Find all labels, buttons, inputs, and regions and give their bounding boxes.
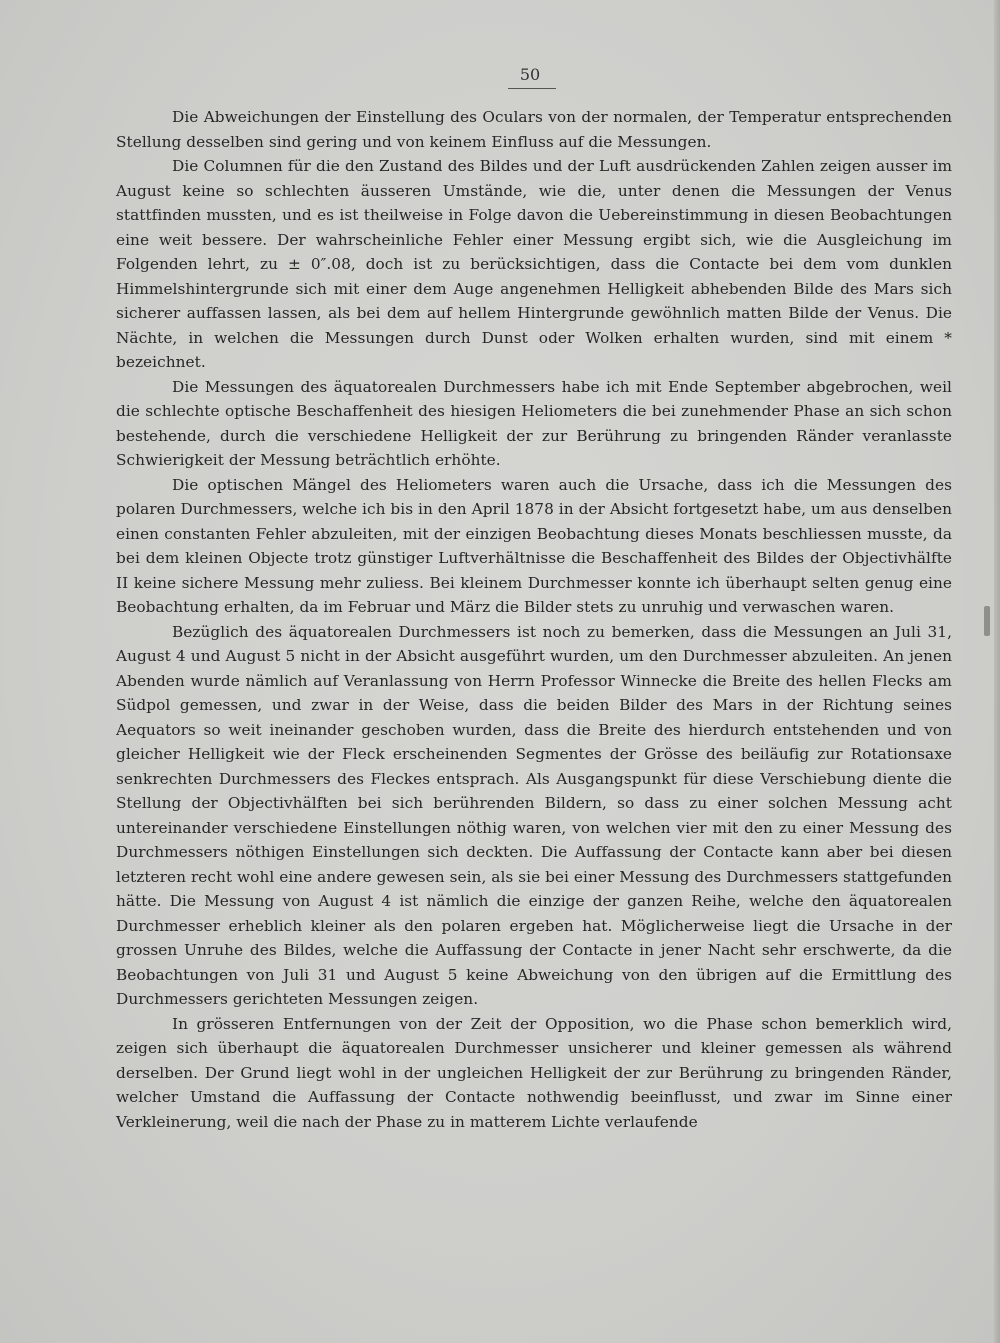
paragraph-2: Die Columnen für die den Zustand des Bildes und der Luft ausdrückenden Zahlen zeigen ausser im August keine so schlechten äusseren Umstände, wie die, unter denen die Messungen der Venus stattfinden mussten, und es ist theilweise in Folge davon die Uebereinstimmung in diesen Beobachtungen eine weit bessere. Der wahrscheinliche Fehler einer Messung ergibt sich, wie die Ausgleichung im Folgenden lehrt, zu ± 0″.08, doch ist zu berücksichtigen, dass die Contacte bei dem vom dunklen Himmelshintergrunde sich mit einer dem Auge angenehmen Helligkeit abhebenden Bilde des Mars sich sicherer auffassen lassen, als bei dem auf hellem Hintergrunde gewöhnlich matten Bilde der Venus. Die Nächte, in welchen die Messungen durch Dunst oder Wolken erhalten wurden, sind mit einem * bezeichnet.	[116, 157, 952, 371]
paragraph-1: Die Abweichungen der Einstellung des Oculars von der normalen, der Temperatur entsprechenden Stellung desselben sind gering und von keinem Einfluss auf die Messungen.	[116, 108, 952, 151]
body-text	[116, 105, 952, 1134]
page-number-container	[470, 66, 590, 85]
page-number-underline	[508, 88, 556, 89]
page-edge-shadow	[994, 0, 1000, 1343]
page-number: 50	[519, 65, 541, 84]
paragraph-5: Bezüglich des äquatorealen Durchmessers ist noch zu bemerken, dass die Messungen an Juli 31, August 4 und August 5 nicht in der Absicht ausgeführt wurden, um den Durchmesser abzuleiten. An jenen Abenden wurde nämlich auf Veranlassung von Herrn Professor Winnecke die Breite des hellen Flecks am Südpol gemessen, und zwar in der Weise, dass die beiden Bilder des Mars in der Richtung seines Aequators so weit ineinander geschoben wurden, dass die Breite des hierdurch entstehenden und von gleicher Helligkeit wie der Fleck erscheinenden Segmentes der Grösse des beiläufig zur Rotationsaxe senkrechten Durchmessers des Fleckes entsprach. Als Ausgangspunkt für diese Verschiebung diente die Stellung der Objectivhälften bei sich berührenden Bildern, so dass zu einer solchen Messung acht untereinander verschiedene Einstellungen nöthig waren, von welchen vier mit den zu einer Messung des Durchmessers nöthigen Einstellungen sich deckten. Die Auffassung der Contacte kann aber bei diesen letzteren recht wohl eine andere gewesen sein, als sie bei einer Messung des Durchmessers stattgefunden hätte. Die Messung von August 4 ist nämlich die einzige der ganzen Reihe, welche den äquatorealen Durchmesser erheblich kleiner als den polaren ergeben hat. Möglicherweise liegt die Ursache in der grossen Unruhe des Bildes, welche die Auffassung der Contacte in jener Nacht sehr erschwerte, da die Beobachtungen von Juli 31 und August 5 keine Abweichung von den übrigen auf die Ermittlung des Durchmessers gerichteten Messungen zeigen.	[116, 622, 952, 1008]
paragraph-6: In grösseren Entfernungen von der Zeit der Opposition, wo die Phase schon bemerklich wird, zeigen sich überhaupt die äquatorealen Durchmesser unsicherer und kleiner gemessen als während derselben. Der Grund liegt wohl in der ungleichen Helligkeit der zur Berührung zu bringenden Ränder, welcher Umstand die Auffassung der Contacte nothwendig beeinflusst, und zwar im Sinne einer Verkleinerung, weil die nach der Phase zu in matterem Lichte verlaufende	[116, 1014, 952, 1131]
paragraph-3: Die Messungen des äquatorealen Durchmessers habe ich mit Ende September abgebrochen, weil die schlechte optische Beschaffenheit des hiesigen Heliometers die bei zunehmender Phase an sich schon bestehende, durch die verschiedene Helligkeit der zur Berührung zu bringenden Ränder veranlasste Schwierigkeit der Messung beträchtlich erhöhte.	[116, 377, 952, 469]
margin-mark	[984, 606, 990, 636]
paragraph-4: Die optischen Mängel des Heliometers waren auch die Ursache, dass ich die Messungen des polaren Durchmessers, welche ich bis in den April 1878 in der Absicht fortgesetzt habe, um aus denselben einen constanten Fehler abzuleiten, mit der einzigen Beobachtung dieses Monats beschliessen musste, da bei dem kleinen Objecte trotz günstiger Luftverhältnisse die Beschaffenheit des Bildes der Objectivhälfte II keine sichere Messung mehr zuliess. Bei kleinem Durchmesser konnte ich überhaupt selten genug eine Beobachtung erhalten, da im Februar und März die Bilder stets zu unruhig und verwaschen waren.	[116, 475, 952, 616]
